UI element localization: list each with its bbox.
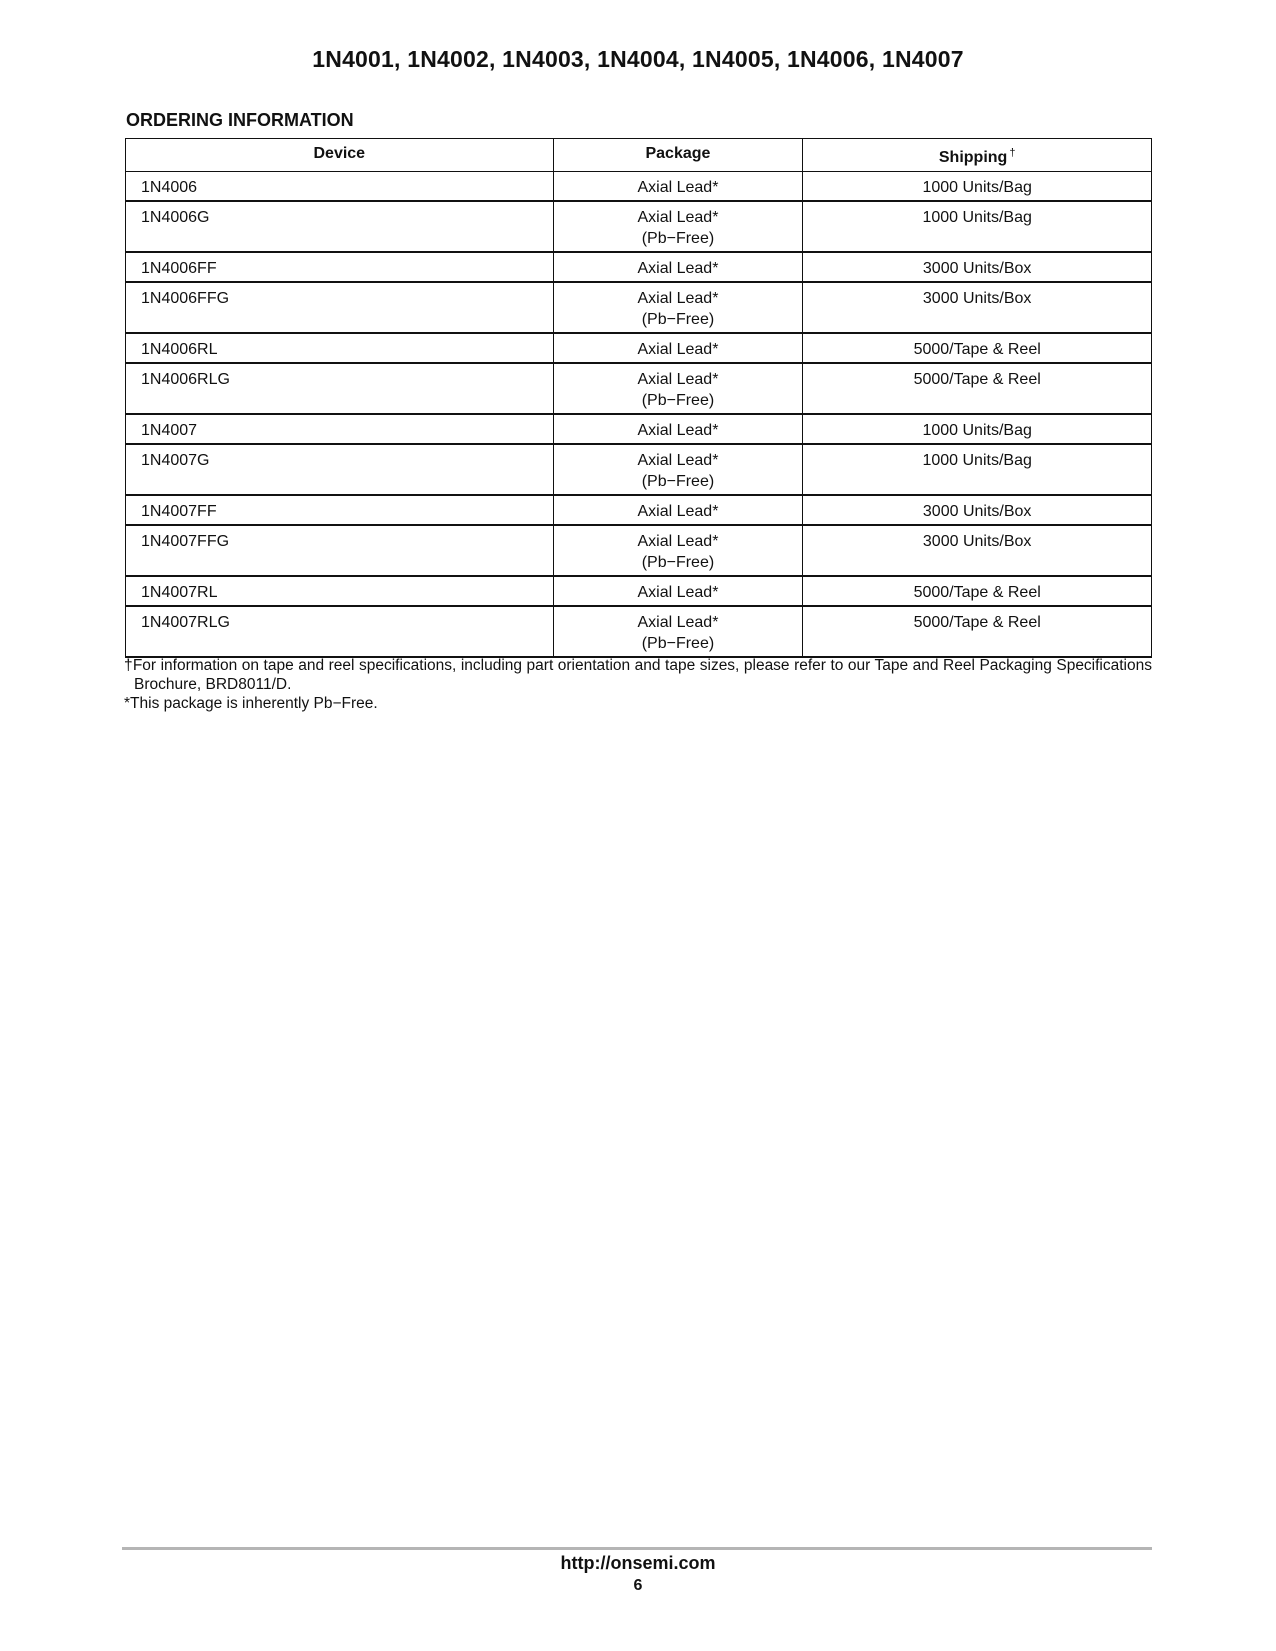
package-label: Axial Lead* (637, 533, 719, 550)
package-note: (Pb−Free) (641, 473, 715, 490)
shipping-cell: 5000/Tape & Reel (803, 606, 1152, 657)
table-row (126, 282, 1152, 333)
package-cell (553, 495, 803, 525)
package-label: Axial Lead* (637, 290, 719, 307)
device-cell: 1N4006FFG (126, 282, 554, 333)
table-row (126, 172, 1152, 202)
shipping-footnote-mark: † (1009, 147, 1016, 159)
package-cell (553, 172, 803, 202)
table-row (126, 414, 1152, 444)
package-label: Axial Lead* (637, 584, 719, 601)
column-header-device-label: Device (313, 145, 366, 162)
shipping-cell: 1000 Units/Bag (803, 172, 1152, 202)
table-row (126, 363, 1152, 414)
package-note: (Pb−Free) (641, 554, 715, 571)
package-cell (553, 525, 803, 576)
device-cell: 1N4007RLG (126, 606, 554, 657)
footer-divider (122, 1547, 1152, 1550)
table-row (126, 333, 1152, 363)
device-cell: 1N4006 (126, 172, 554, 202)
column-header-shipping (803, 139, 1152, 172)
package-label: Axial Lead* (637, 371, 719, 388)
footnotes (124, 656, 1152, 713)
shipping-cell: 5000/Tape & Reel (803, 333, 1152, 363)
device-cell: 1N4006G (126, 201, 554, 252)
page-number: 6 (633, 1577, 643, 1594)
column-header-package (553, 139, 803, 172)
package-label: Axial Lead* (637, 260, 719, 277)
table-row (126, 576, 1152, 606)
package-label: Axial Lead* (637, 422, 719, 439)
table-row (126, 444, 1152, 495)
shipping-cell: 1000 Units/Bag (803, 201, 1152, 252)
table-row (126, 201, 1152, 252)
table-row (126, 606, 1152, 657)
package-label: Axial Lead* (637, 209, 719, 226)
ordering-information-heading: ORDERING INFORMATION (126, 110, 354, 130)
package-cell (553, 414, 803, 444)
package-note: (Pb−Free) (641, 635, 715, 652)
device-cell: 1N4006RLG (126, 363, 554, 414)
table-row (126, 252, 1152, 282)
package-label: Axial Lead* (637, 341, 719, 358)
table-body (126, 172, 1152, 658)
package-cell (553, 252, 803, 282)
package-note: (Pb−Free) (641, 311, 715, 328)
table-header-row (126, 139, 1152, 172)
table-row (126, 495, 1152, 525)
table-row (126, 525, 1152, 576)
ordering-information-table (125, 138, 1152, 658)
package-cell (553, 201, 803, 252)
package-cell (553, 363, 803, 414)
package-cell (553, 576, 803, 606)
shipping-cell: 3000 Units/Box (803, 495, 1152, 525)
footnote-tape-reel: †For information on tape and reel specifications, including part orientation and tape sizes, please refer to our Tape and Reel Packaging Specifications Brochure, BRD8011/D. (124, 657, 1152, 693)
device-cell: 1N4007 (126, 414, 554, 444)
device-cell: 1N4007FF (126, 495, 554, 525)
column-header-package-label: Package (645, 145, 711, 162)
package-label: Axial Lead* (637, 503, 719, 520)
package-cell (553, 444, 803, 495)
device-cell: 1N4007FFG (126, 525, 554, 576)
package-cell (553, 606, 803, 657)
shipping-cell: 3000 Units/Box (803, 252, 1152, 282)
package-label: Axial Lead* (637, 179, 719, 196)
package-label: Axial Lead* (637, 614, 719, 631)
footer-url-link[interactable]: http://onsemi.com (560, 1553, 716, 1573)
shipping-cell: 5000/Tape & Reel (803, 363, 1152, 414)
package-note: (Pb−Free) (641, 230, 715, 247)
shipping-cell: 5000/Tape & Reel (803, 576, 1152, 606)
page-title: 1N4001, 1N4002, 1N4003, 1N4004, 1N4005, 1N4006, 1N4007 (312, 46, 964, 72)
device-cell: 1N4007G (126, 444, 554, 495)
column-header-device (126, 139, 554, 172)
package-cell (553, 333, 803, 363)
package-cell (553, 282, 803, 333)
shipping-cell: 1000 Units/Bag (803, 444, 1152, 495)
device-cell: 1N4007RL (126, 576, 554, 606)
column-header-shipping-label: Shipping (938, 149, 1008, 166)
device-cell: 1N4006RL (126, 333, 554, 363)
shipping-cell: 3000 Units/Box (803, 525, 1152, 576)
footnote-pb-free: *This package is inherently Pb−Free. (124, 695, 378, 712)
package-note: (Pb−Free) (641, 392, 715, 409)
device-cell: 1N4006FF (126, 252, 554, 282)
shipping-cell: 3000 Units/Box (803, 282, 1152, 333)
package-label: Axial Lead* (637, 452, 719, 469)
shipping-cell: 1000 Units/Bag (803, 414, 1152, 444)
